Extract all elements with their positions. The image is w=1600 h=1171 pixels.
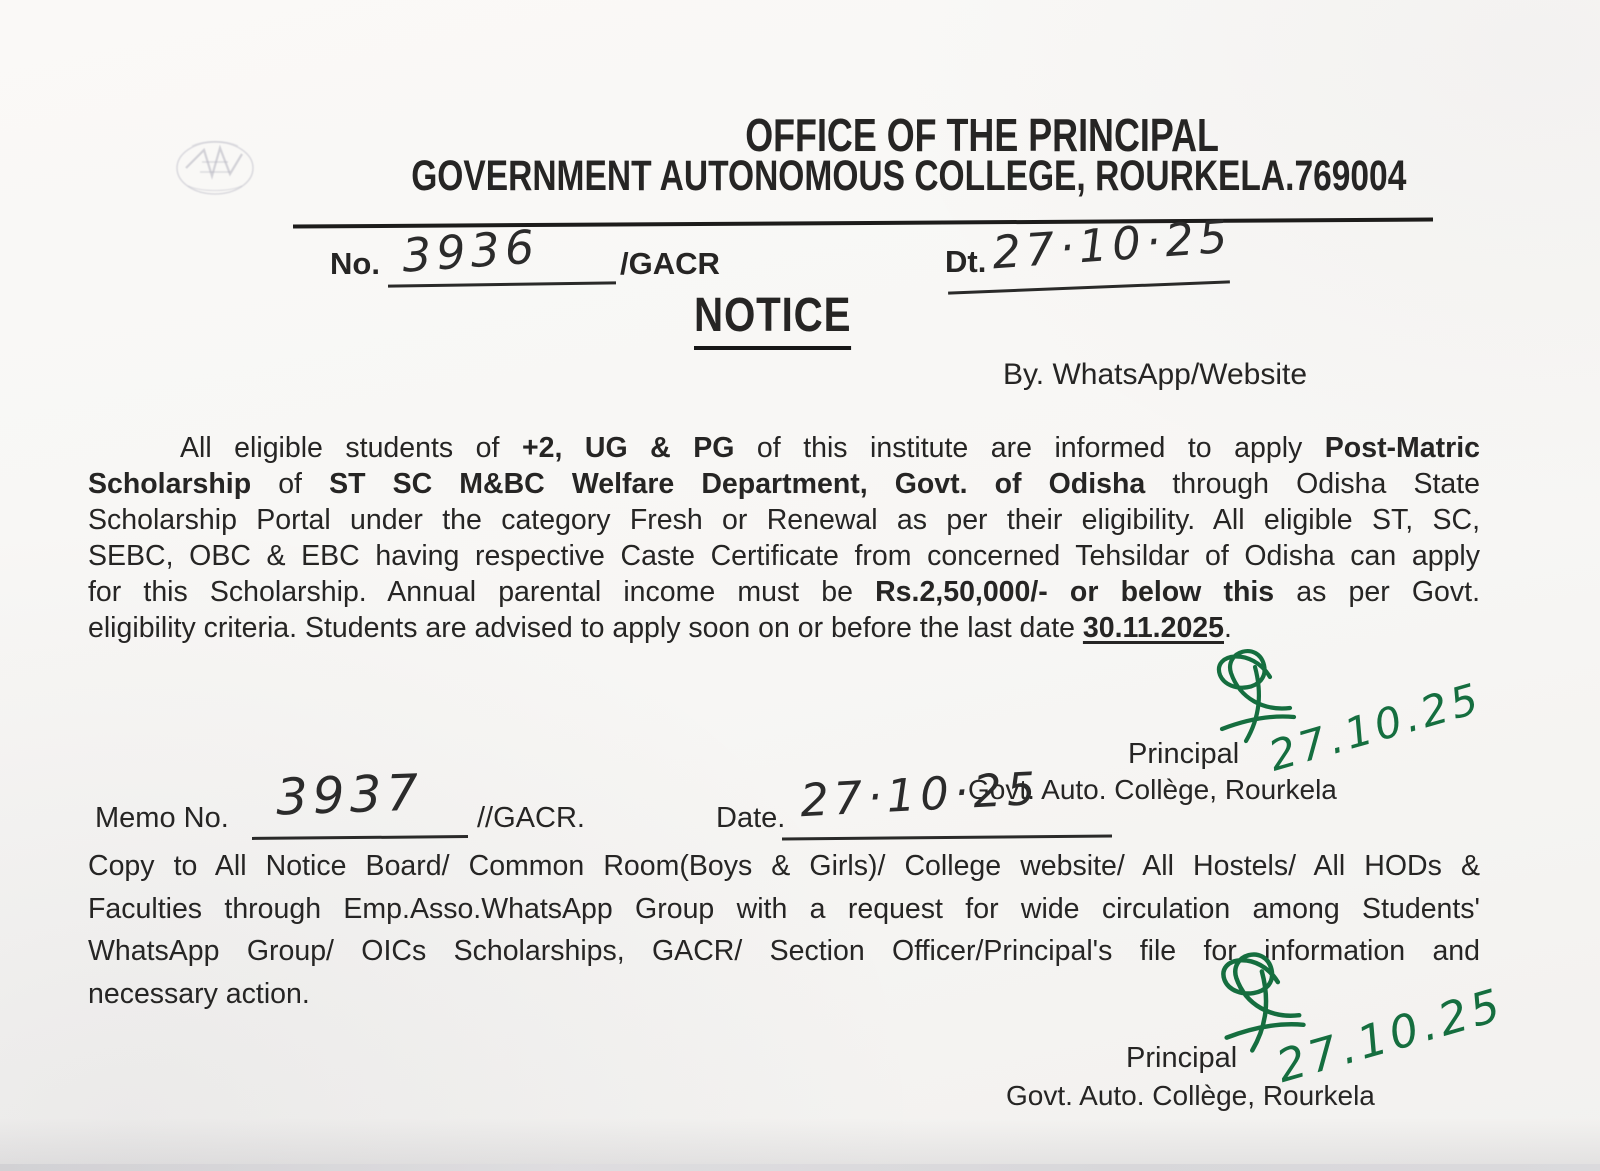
- memo-no-handwritten-value: 3937: [275, 763, 425, 827]
- body-line: Scholarship Portal under the category Fresh or Renewal as per their eligibility. All eligible ST, SC,: [88, 504, 1480, 536]
- principal-signature-top: [1152, 645, 1488, 795]
- notice-title: NOTICE: [694, 288, 851, 350]
- memo-date-label: Date.: [716, 802, 786, 834]
- ref-gacr-label: /GACR: [620, 246, 720, 281]
- memo-gacr-label: //GACR.: [477, 802, 585, 834]
- memo-date-handwritten-value: 27·10·25: [798, 761, 1042, 828]
- memo-no-label: Memo No.: [95, 802, 229, 834]
- body-line: All eligible students of +2, UG & PG of this institute are informed to apply Post-Matric: [180, 432, 1480, 464]
- ref-dt-blank-line: [948, 280, 1230, 294]
- body-line: eligibility criteria. Students are advised to apply soon on or before the last date 30.11.2025.: [88, 612, 1232, 644]
- ref-dt-label: Dt.: [945, 244, 987, 279]
- ref-no-handwritten-value: 3936: [400, 219, 541, 283]
- scan-bottom-shading: [0, 1118, 1600, 1164]
- copy-line: Copy to All Notice Board/ Common Room(Boys & Girls)/ College website/ All Hostels/ All HODs &: [88, 850, 1480, 882]
- principal-org-label-top: Govt. Auto. Collège, Rourkela: [968, 774, 1337, 805]
- principal-org-label-bottom: Govt. Auto. Collège, Rourkela: [1006, 1080, 1375, 1111]
- body-line: SEBC, OBC & EBC having respective Caste Certificate from concerned Tehsildar of Odisha can apply: [88, 540, 1480, 572]
- via-channel-note: By. WhatsApp/Website: [1002, 358, 1307, 391]
- body-line: for this Scholarship. Annual parental income must be Rs.2,50,000/- or below this as per Govt.: [88, 576, 1480, 608]
- signature-flourish-icon: [1152, 645, 1488, 795]
- ref-no-blank-line: [388, 281, 616, 287]
- copy-line: necessary action.: [88, 977, 310, 1010]
- college-title: GOVERNMENT AUTONOMOUS COLLEGE, ROURKELA.769004: [411, 152, 1407, 200]
- office-title: OFFICE OF THE PRINCIPAL: [745, 109, 1220, 161]
- memo-date-blank-line: [782, 835, 1112, 841]
- copy-line: WhatsApp Group/ OICs Scholarships, GACR/ Section Officer/Principal's file for information and: [88, 935, 1480, 967]
- principal-role-label-bottom: Principal: [1126, 1042, 1238, 1074]
- signature-date-handwritten: 27.10.25: [1263, 673, 1488, 781]
- copy-line: Faculties through Emp.Asso.WhatsApp Group with a request for wide circulation among Students': [88, 892, 1480, 925]
- notice-body-paragraph: [88, 430, 1480, 646]
- ref-dt-handwritten-value: 27·10·25: [990, 209, 1234, 280]
- signature-date-handwritten: 27.10.25: [1270, 977, 1510, 1093]
- memo-no-blank-line: [252, 835, 468, 840]
- ref-no-label: No.: [330, 246, 380, 281]
- body-line: Scholarship of ST SC M&BC Welfare Department, Govt. of Odisha through Odisha State: [88, 468, 1481, 500]
- principal-role-label-top: Principal: [1128, 738, 1240, 770]
- scan-bottom-edge: [0, 1164, 1600, 1171]
